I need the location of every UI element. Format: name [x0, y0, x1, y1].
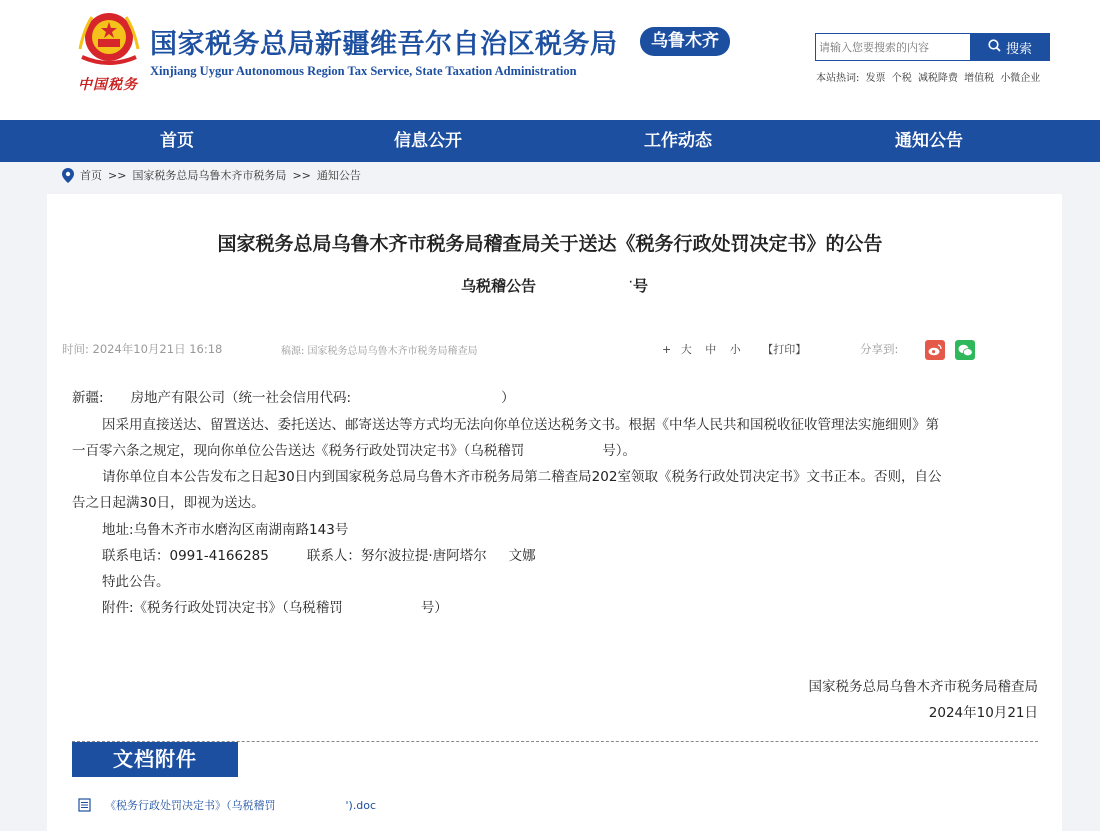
search-button[interactable] [970, 33, 1050, 61]
addressee-region: 新疆: [72, 390, 104, 406]
city-badge[interactable]: 乌鲁木齐 [640, 27, 730, 56]
font-small-button[interactable]: 小 [729, 343, 741, 356]
hot-term-link[interactable]: 个税 [891, 73, 912, 84]
site-title[interactable]: 国家税务总局新疆维吾尔自治区税务局 [150, 29, 618, 60]
addressee-company: 房地产有限公司（统一社会信用代码: [130, 390, 352, 406]
wechat-share-button[interactable] [955, 340, 975, 360]
closing-line: 特此公告。 [102, 574, 170, 590]
paragraph-2-line-1: 请你单位自本公告发布之日起30日内到国家税务总局乌鲁木齐市税务局第二稽查局202室领取《税务行政处罚决定书》文书正本。否则，自公 [102, 469, 942, 485]
hot-term-link[interactable]: 减税降费 [917, 73, 958, 84]
document-number: 乌税稽公告 · 号 [461, 277, 649, 295]
font-size-controls [662, 341, 806, 357]
paragraph-1-line-1: 因采用直接送达、留置送达、委托送达、邮寄送达等方式均无法向你单位送达税务文书。根据《中华人民共和国税收征收管理法实施细则》第 [102, 417, 939, 433]
location-pin-icon [62, 168, 74, 183]
breadcrumb [62, 166, 361, 184]
search-button-label: 搜索 [1005, 41, 1032, 57]
signature-date: 2024年10月21日 [928, 705, 1038, 721]
breadcrumb-item[interactable]: 首页 [80, 169, 102, 182]
paragraph-2-line-2: 告之日起满30日，即视为送达。 [72, 495, 265, 511]
nav-item-work[interactable]: 工作动态 [644, 131, 712, 151]
contact-person: 联系人：努尔波拉提·唐阿塔尔 [306, 548, 487, 564]
attachment-text-end: 号） [420, 600, 448, 616]
doc-number-suffix: 号 [633, 277, 649, 295]
china-tax-logo: 中国税务 [78, 77, 138, 93]
breadcrumb-separator: >> [108, 168, 127, 182]
main-nav [0, 120, 1100, 162]
weibo-icon [928, 344, 942, 356]
hot-terms-label: 本站热词: [816, 73, 860, 84]
share-label: 分享到: [860, 342, 899, 356]
wechat-icon [958, 344, 973, 357]
paragraph-1-line-2 [72, 439, 636, 459]
attachments-heading: 文档附件 [72, 742, 238, 777]
nav-item-notices[interactable]: 通知公告 [895, 131, 963, 151]
signature-org: 国家税务总局乌鲁木齐市税务局稽查局 [808, 679, 1038, 695]
national-emblem-icon [74, 9, 144, 69]
site-header [0, 0, 1100, 120]
search-icon [988, 39, 1001, 56]
addressee-close: ） [501, 390, 515, 406]
paragraph-1-line-2-end: 号）。 [602, 443, 636, 459]
document-icon [78, 798, 91, 812]
font-plus: + [662, 343, 672, 356]
paragraph-1-line-2-text: 一百零六条之规定，现向你单位公告送达《税务行政处罚决定书》（乌税稽罚 [72, 443, 525, 459]
attachment-text: 附件:《税务行政处罚决定书》（乌税稽罚 [102, 600, 343, 616]
attachment-file-link[interactable] [78, 797, 376, 813]
article-source: 稿源: 国家税务总局乌鲁木齐市税务局稽查局 [281, 346, 478, 357]
print-button[interactable]: 【打印】 [762, 343, 807, 356]
contact-phone: 联系电话：0991-4166285 [102, 548, 269, 564]
nav-item-info[interactable]: 信息公开 [394, 131, 462, 151]
address-line: 地址:乌鲁木齐市水磨沟区南湖南路143号 [102, 522, 349, 538]
publish-time: 时间: 2024年10月21日 16:18 [62, 342, 223, 356]
breadcrumb-separator: >> [292, 168, 311, 182]
breadcrumb-item[interactable]: 通知公告 [316, 169, 361, 182]
weibo-share-button[interactable] [925, 340, 945, 360]
nav-item-home[interactable]: 首页 [160, 131, 194, 151]
attachment-file-name: 《税务行政处罚决定书》（乌税稽罚 [105, 799, 276, 812]
contact-person-2: 文娜 [508, 548, 536, 564]
addressee-line [72, 386, 515, 406]
article-title: 国家税务总局乌鲁木齐市税务局稽查局关于送达《税务行政处罚决定书》的公告 [217, 233, 883, 255]
font-large-button[interactable]: 大 [680, 343, 692, 356]
hot-term-link[interactable]: 发票 [865, 73, 886, 84]
attachment-line [102, 596, 448, 616]
hot-terms [816, 69, 1043, 84]
font-medium-button[interactable]: 中 [705, 343, 717, 356]
doc-number-prefix: 乌税稽公告 [461, 277, 537, 295]
contact-line [102, 544, 536, 564]
hot-term-link[interactable]: 增值税 [964, 73, 995, 84]
site-subtitle: Xinjiang Uygur Autonomous Region Tax Service, State Taxation Administration [150, 64, 577, 78]
hot-term-link[interactable]: 小微企业 [1000, 73, 1041, 84]
search-input[interactable] [815, 33, 971, 61]
attachment-file-ext: ').doc [345, 799, 377, 812]
breadcrumb-item[interactable]: 国家税务总局乌鲁木齐市税务局 [132, 169, 287, 182]
